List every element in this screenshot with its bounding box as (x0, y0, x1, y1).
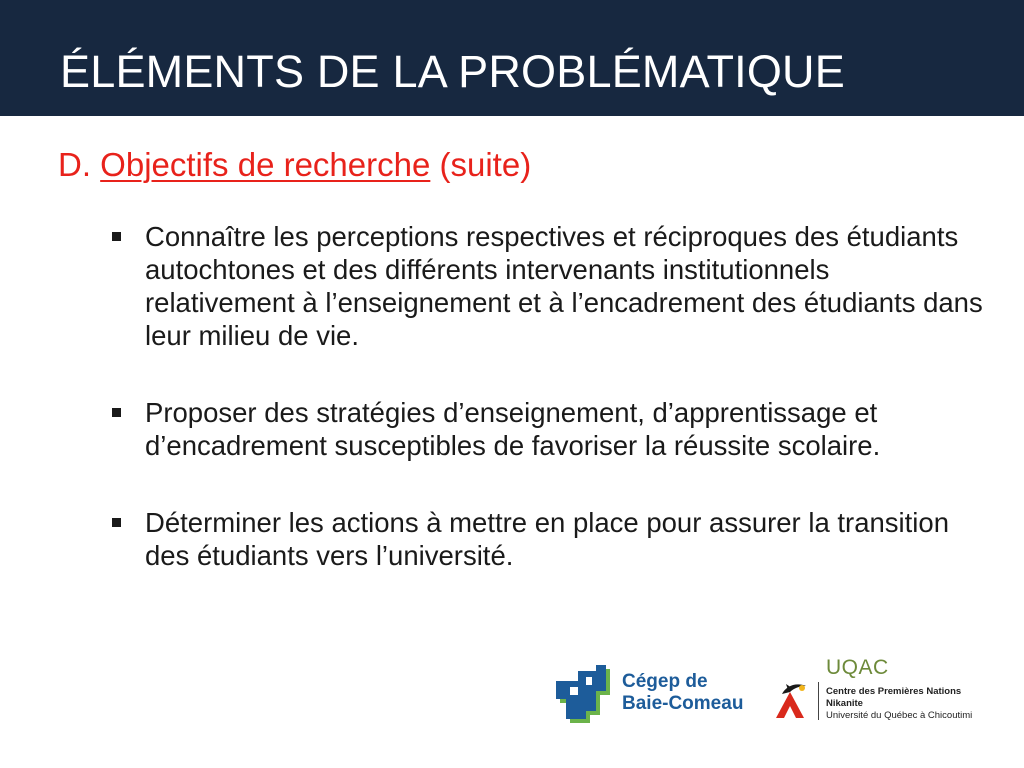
heading-suffix: (suite) (430, 146, 532, 183)
bullet-item (104, 506, 984, 572)
nikanite-emblem-icon (772, 678, 814, 720)
square-bullet-icon (112, 232, 121, 241)
bullet-text: Proposer des stratégies d’enseignement, d’apprentissage et d’encadrement susceptibles de favoriser la réussite scolaire. (145, 397, 881, 461)
bullet-text: Déterminer les actions à mettre en place pour assurer la transition des étudiants vers l’université. (145, 507, 949, 571)
bullet-list (104, 220, 984, 572)
bullet-text: Connaître les perceptions respectives et réciproques des étudiants autochtones et des différents intervenants institutionnels relativement à l’enseignement et à l’encadrement des étudiants dans leur milieu de vie. (145, 221, 983, 351)
cegep-logo (556, 665, 756, 725)
bullet-item (104, 396, 984, 462)
uqac-centre-line2: Nikanite (826, 698, 863, 709)
bullet-item (104, 220, 984, 352)
square-bullet-icon (112, 518, 121, 527)
heading-prefix: D. (58, 146, 101, 183)
uqac-name: UQAC (826, 656, 889, 679)
slide-title: ÉLÉMENTS DE LA PROBLÉMATIQUE (60, 46, 845, 97)
cegep-name-line1: Cégep de (622, 671, 708, 692)
cegep-name-line2: Baie-Comeau (622, 693, 744, 714)
uqac-university-line: Université du Québec à Chicoutimi (826, 710, 973, 721)
square-bullet-icon (112, 408, 121, 417)
heading-underlined: Objectifs de recherche (100, 146, 431, 183)
cegep-emblem-icon (556, 665, 614, 725)
section-heading (58, 144, 531, 186)
uqac-divider (818, 682, 819, 720)
title-bar (0, 0, 1024, 116)
uqac-centre-line1: Centre des Premières Nations (826, 686, 962, 697)
uqac-logo (772, 656, 1004, 726)
